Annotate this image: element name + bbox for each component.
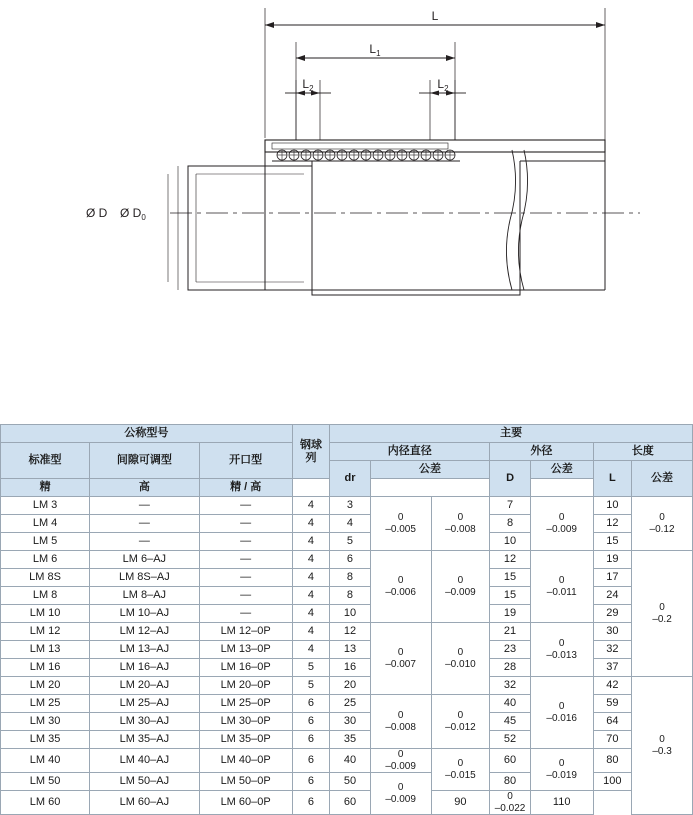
cell-dr: 60 — [330, 791, 371, 815]
cell-inner-tol-fine — [370, 623, 431, 695]
cell-balls: 4 — [292, 623, 329, 641]
cell-L: 70 — [593, 731, 631, 749]
cell-L: 30 — [593, 623, 631, 641]
cell-D: 52 — [490, 731, 531, 749]
cell-D: 32 — [490, 677, 531, 695]
cell-dr: 20 — [330, 677, 371, 695]
cell-outer-tol-lower: –0.013 — [546, 649, 577, 661]
cell-dr: 40 — [330, 749, 371, 773]
cell-outer-tol-upper: 0 — [558, 758, 565, 769]
cell-balls: 5 — [292, 677, 329, 695]
cell-balls: 6 — [292, 791, 329, 815]
cell-L: 64 — [593, 713, 631, 731]
cell-inner-tol-fine-upper: 0 — [397, 512, 404, 523]
cell-D: 90 — [431, 791, 490, 815]
cell-inner-tol-high-lower: –0.009 — [445, 586, 476, 598]
cell-open: — — [199, 515, 292, 533]
cell-inner-tol-high-upper: 0 — [457, 575, 464, 586]
cell-adjustable: LM 30–AJ — [90, 713, 199, 731]
cell-D: 60 — [490, 749, 531, 773]
cell-inner-tol-fine-upper: 0 — [397, 749, 404, 760]
dim-label-phi-D: Ø D — [86, 206, 108, 220]
cell-inner-tol-fine — [370, 497, 431, 551]
cell-length-tol — [632, 497, 693, 551]
header-open: 开口型 — [199, 443, 292, 479]
cell-inner-tol-high — [431, 749, 490, 791]
cell-dr: 5 — [330, 533, 371, 551]
dim-label-L: L — [431, 9, 439, 23]
cell-length-tol-lower: –0.12 — [649, 523, 675, 535]
cell-standard: LM 13 — [1, 641, 90, 659]
cell-standard: LM 3 — [1, 497, 90, 515]
cell-dr: 4 — [330, 515, 371, 533]
cell-inner-tol-high-upper: 0 — [457, 710, 464, 721]
header-outer-tol-line1: 公差 — [550, 463, 573, 476]
cell-balls: 4 — [292, 587, 329, 605]
cell-adjustable: LM 40–AJ — [90, 749, 199, 773]
cell-inner-tol-fine-upper: 0 — [397, 710, 404, 721]
cell-L: 37 — [593, 659, 631, 677]
header-row-1 — [1, 425, 693, 443]
cell-outer-tol — [530, 497, 593, 551]
cell-adjustable: LM 35–AJ — [90, 731, 199, 749]
specification-table — [0, 424, 693, 815]
cell-adjustable: LM 12–AJ — [90, 623, 199, 641]
cell-inner-tol-fine-upper: 0 — [397, 647, 404, 658]
cell-dr: 3 — [330, 497, 371, 515]
cell-open: LM 16–0P — [199, 659, 292, 677]
cell-balls: 4 — [292, 515, 329, 533]
cell-inner-tol-high-lower: –0.012 — [445, 721, 476, 733]
cell-balls: 4 — [292, 551, 329, 569]
cell-D: 12 — [490, 551, 531, 569]
cell-D: 45 — [490, 713, 531, 731]
cell-standard: LM 20 — [1, 677, 90, 695]
cell-standard: LM 25 — [1, 695, 90, 713]
cell-inner-tol-high — [431, 695, 490, 749]
header-L: L — [593, 461, 631, 497]
cell-adjustable: LM 50–AJ — [90, 773, 199, 791]
cell-dr: 12 — [330, 623, 371, 641]
cell-balls: 6 — [292, 695, 329, 713]
cell-balls: 6 — [292, 731, 329, 749]
cell-D: 28 — [490, 659, 531, 677]
cell-inner-tol-fine — [370, 695, 431, 749]
cell-length-tol — [632, 677, 693, 815]
header-inner-tolerance: 公差 — [370, 461, 490, 479]
cell-L: 17 — [593, 569, 631, 587]
cell-balls: 4 — [292, 569, 329, 587]
cell-D: 15 — [490, 587, 531, 605]
table-row — [1, 551, 693, 569]
cell-outer-tol-upper: 0 — [558, 575, 565, 586]
cell-outer-tol — [530, 677, 593, 749]
cell-inner-tol-fine-upper: 0 — [397, 575, 404, 586]
cell-balls: 6 — [292, 713, 329, 731]
cell-standard: LM 8 — [1, 587, 90, 605]
cell-length-tol-lower: –0.2 — [652, 613, 672, 625]
cell-inner-tol-fine-lower: –0.006 — [385, 586, 416, 598]
cell-inner-tol-high-upper: 0 — [457, 647, 464, 658]
header-outer-dia: 外径 — [490, 443, 593, 461]
cell-open: — — [199, 497, 292, 515]
cell-balls: 6 — [292, 749, 329, 773]
cell-standard: LM 10 — [1, 605, 90, 623]
cell-inner-tol-fine — [370, 773, 431, 815]
cell-outer-tol-lower: –0.016 — [546, 712, 577, 724]
cell-standard: LM 40 — [1, 749, 90, 773]
cell-inner-tol-fine-lower: –0.007 — [385, 658, 416, 670]
header-standard: 标准型 — [1, 443, 90, 479]
cell-dr: 25 — [330, 695, 371, 713]
header-dr: dr — [330, 461, 371, 497]
cell-open: LM 20–0P — [199, 677, 292, 695]
cell-inner-tol-fine — [370, 551, 431, 623]
header-row-2 — [1, 443, 693, 461]
cell-outer-tol-upper: 0 — [507, 791, 513, 802]
cell-length-tol — [632, 551, 693, 677]
cell-adjustable: LM 8–AJ — [90, 587, 199, 605]
cell-open: LM 12–0P — [199, 623, 292, 641]
header-balls-line2: 列 — [305, 451, 317, 464]
cell-inner-tol-high-lower: –0.015 — [445, 769, 476, 781]
cell-dr: 50 — [330, 773, 371, 791]
cell-L: 12 — [593, 515, 631, 533]
cell-balls: 4 — [292, 641, 329, 659]
cell-dr: 35 — [330, 731, 371, 749]
header-group-model: 公称型号 — [1, 425, 293, 443]
cell-adjustable: — — [90, 515, 199, 533]
cell-open: LM 50–0P — [199, 773, 292, 791]
cell-balls: 6 — [292, 773, 329, 791]
cell-L: 29 — [593, 605, 631, 623]
cell-adjustable: LM 25–AJ — [90, 695, 199, 713]
cell-outer-tol-upper: 0 — [558, 701, 565, 712]
cell-open: LM 35–0P — [199, 731, 292, 749]
cell-D: 7 — [490, 497, 531, 515]
cell-L: 15 — [593, 533, 631, 551]
cell-open: — — [199, 533, 292, 551]
cell-standard: LM 35 — [1, 731, 90, 749]
cell-standard: LM 16 — [1, 659, 90, 677]
cell-standard: LM 5 — [1, 533, 90, 551]
table-row — [1, 749, 693, 773]
cell-L: 59 — [593, 695, 631, 713]
cell-inner-tol-fine-lower: –0.009 — [385, 760, 416, 772]
header-outer-tol-line2: 精 / 高 — [199, 479, 292, 497]
cell-inner-tol-high-lower: –0.010 — [445, 658, 476, 670]
dim-label-L1: $L_1$ — [369, 42, 381, 58]
cell-dr: 8 — [330, 569, 371, 587]
cell-adjustable: LM 10–AJ — [90, 605, 199, 623]
cell-balls: 4 — [292, 605, 329, 623]
cell-L: 42 — [593, 677, 631, 695]
specification-table-wrap — [0, 424, 693, 815]
cell-adjustable: LM 60–AJ — [90, 791, 199, 815]
cell-outer-tol-lower: –0.011 — [546, 586, 577, 598]
cell-standard: LM 30 — [1, 713, 90, 731]
cell-length-tol-upper: 0 — [659, 512, 665, 523]
cell-D: 19 — [490, 605, 531, 623]
header-D: D — [490, 461, 531, 497]
cell-inner-tol-fine — [370, 749, 431, 773]
cell-dr: 30 — [330, 713, 371, 731]
cell-adjustable: LM 13–AJ — [90, 641, 199, 659]
cell-standard: LM 6 — [1, 551, 90, 569]
cell-inner-tol-high-upper: 0 — [457, 758, 464, 769]
cell-open: — — [199, 587, 292, 605]
cell-standard: LM 4 — [1, 515, 90, 533]
cell-D: 21 — [490, 623, 531, 641]
cell-length-tol-upper: 0 — [659, 734, 665, 745]
cell-standard: LM 8S — [1, 569, 90, 587]
cell-outer-tol — [530, 551, 593, 623]
table-row — [1, 623, 693, 641]
header-balls — [292, 425, 329, 479]
cell-inner-tol-high — [431, 497, 490, 551]
cell-open: — — [199, 551, 292, 569]
header-adjustable: 间隙可调型 — [90, 443, 199, 479]
header-length: 长度 — [593, 443, 692, 461]
cell-L: 32 — [593, 641, 631, 659]
header-outer-tolerance — [530, 461, 593, 479]
cell-open: LM 40–0P — [199, 749, 292, 773]
cell-standard: LM 12 — [1, 623, 90, 641]
cell-D: 10 — [490, 533, 531, 551]
cell-inner-tol-fine-lower: –0.005 — [385, 523, 416, 535]
cell-inner-tol-fine-lower: –0.008 — [385, 721, 416, 733]
cell-inner-tol-fine-upper: 0 — [397, 782, 404, 793]
cell-L: 110 — [530, 791, 593, 815]
cell-dr: 8 — [330, 587, 371, 605]
cell-inner-tol-high — [431, 551, 490, 623]
cell-length-tol-upper: 0 — [659, 602, 665, 613]
cell-dr: 10 — [330, 605, 371, 623]
cell-L: 80 — [593, 749, 631, 773]
cell-open: LM 30–0P — [199, 713, 292, 731]
cell-inner-tol-high-lower: –0.008 — [445, 523, 476, 535]
cell-open: LM 25–0P — [199, 695, 292, 713]
bearing-drawing-svg — [0, 0, 693, 400]
cell-D: 8 — [490, 515, 531, 533]
cell-D: 15 — [490, 569, 531, 587]
cell-inner-tol-high-upper: 0 — [457, 512, 464, 523]
cell-outer-tol-lower: –0.019 — [546, 769, 577, 781]
cell-standard: LM 50 — [1, 773, 90, 791]
cell-L: 19 — [593, 551, 631, 569]
cell-inner-tol-high — [431, 623, 490, 695]
cell-adjustable: LM 8S–AJ — [90, 569, 199, 587]
table-head — [1, 425, 693, 497]
cell-adjustable: LM 20–AJ — [90, 677, 199, 695]
cell-adjustable: — — [90, 497, 199, 515]
cell-balls: 4 — [292, 533, 329, 551]
cell-adjustable: LM 6–AJ — [90, 551, 199, 569]
cell-dr: 6 — [330, 551, 371, 569]
cell-dr: 13 — [330, 641, 371, 659]
cell-open: LM 60–0P — [199, 791, 292, 815]
cell-adjustable: LM 16–AJ — [90, 659, 199, 677]
cell-open: — — [199, 569, 292, 587]
cell-length-tol-lower: –0.3 — [652, 745, 672, 757]
cell-D: 80 — [490, 773, 531, 791]
cell-L: 100 — [593, 773, 631, 791]
cell-dr: 16 — [330, 659, 371, 677]
cell-inner-tol-fine-lower: –0.009 — [385, 793, 416, 805]
table-row — [1, 677, 693, 695]
header-group-main: 主要 — [330, 425, 693, 443]
cell-open: LM 13–0P — [199, 641, 292, 659]
cell-adjustable: — — [90, 533, 199, 551]
table-row — [1, 497, 693, 515]
cell-balls: 4 — [292, 497, 329, 515]
cell-open: — — [199, 605, 292, 623]
cell-D: 40 — [490, 695, 531, 713]
header-inner-dia: 内径直径 — [330, 443, 490, 461]
dim-label-L2-right: $L_2$ — [437, 77, 449, 93]
header-fine: 精 — [1, 479, 90, 497]
dim-label-L2-left: $L_2$ — [302, 77, 314, 93]
cell-L: 24 — [593, 587, 631, 605]
cell-standard: LM 60 — [1, 791, 90, 815]
cell-outer-tol — [530, 623, 593, 677]
cell-outer-tol-lower: –0.009 — [546, 523, 577, 535]
technical-drawing — [0, 0, 693, 400]
table-body — [1, 497, 693, 815]
dim-label-phi-D0: Ø $D_0$ — [120, 206, 146, 222]
header-balls-line1: 钢球 — [299, 438, 322, 451]
cell-L: 10 — [593, 497, 631, 515]
cell-D: 23 — [490, 641, 531, 659]
header-length-tolerance: 公差 — [632, 461, 693, 497]
cell-outer-tol-lower: –0.022 — [494, 802, 526, 814]
header-high: 高 — [90, 479, 199, 497]
cell-outer-tol — [530, 749, 593, 791]
cell-outer-tol-upper: 0 — [558, 512, 565, 523]
cell-outer-tol-upper: 0 — [558, 638, 565, 649]
cell-balls: 5 — [292, 659, 329, 677]
